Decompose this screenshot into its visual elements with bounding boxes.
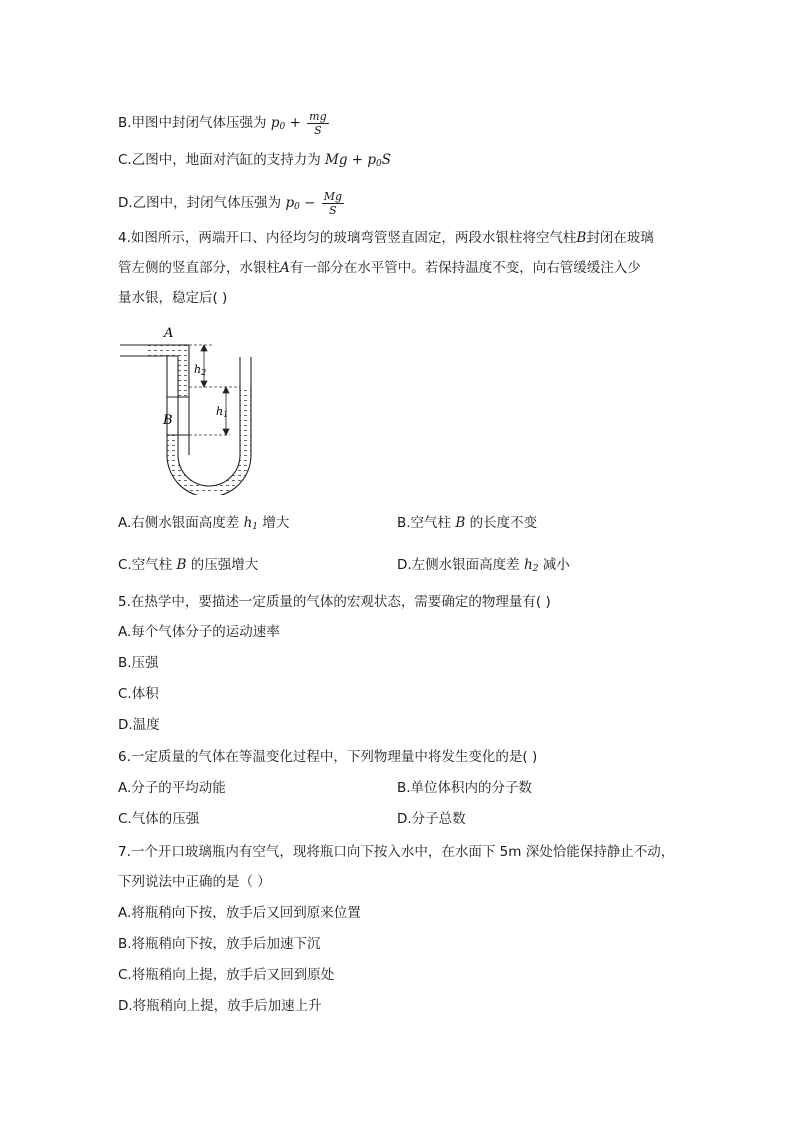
formula: $Mg + p_0S$ <box>325 152 392 169</box>
option-text: C.乙图中，地面对汽缸的支持力为 <box>118 152 321 168</box>
q3-option-b[interactable] <box>118 110 331 137</box>
q7-stem-line2: 下列说法中正确的是（ ） <box>118 874 271 890</box>
q4-option-b[interactable]: B.空气柱 B 的长度不变 <box>397 515 538 531</box>
q4-stem-line3: 量水银，稳定后( ) <box>118 290 228 306</box>
option-text: B.甲图中封闭气体压强为 <box>118 115 267 131</box>
label-b: B <box>163 413 173 428</box>
q7-option-c[interactable]: C.将瓶稍向上提，放手后又回到原处 <box>118 967 335 983</box>
q7-option-b[interactable]: B.将瓶稍向下按，放手后加速下沉 <box>118 936 321 952</box>
q4-stem-line1: 4.如图所示，两端开口、内径均匀的玻璃弯管竖直固定，两段水银柱将空气柱B封闭在玻璃 <box>118 230 654 246</box>
q7-stem-line1: 7.一个开口玻璃瓶内有空气，现将瓶口向下按入水中，在水面下 5m 深处恰能保持静止不动， <box>118 844 675 860</box>
q4-option-c[interactable]: C.空气柱 B 的压强增大 <box>118 557 259 573</box>
label-a: A <box>164 326 174 341</box>
q5-option-d[interactable]: D.温度 <box>118 717 160 733</box>
mercury-bottom <box>167 387 251 495</box>
formula: $p_0$ − $\frac{Mg}{S}$ <box>285 190 343 217</box>
q5-option-b[interactable]: B.压强 <box>118 655 159 671</box>
q3-option-c[interactable] <box>118 150 391 174</box>
q6-option-b[interactable]: B.单位体积内的分子数 <box>397 780 533 796</box>
q5-stem: 5.在热学中，要描述一定质量的气体的宏观状态，需要确定的物理量有( ) <box>118 594 551 610</box>
q6-option-c[interactable]: C.气体的压强 <box>118 811 200 827</box>
q4-option-a[interactable]: A.右侧水银面高度差 $h_1$ 增大 <box>118 515 290 532</box>
q7-option-d[interactable]: D.将瓶稍向上提，放手后加速上升 <box>118 998 322 1014</box>
label-h2: h2 <box>194 363 207 377</box>
u-tube-figure <box>118 323 278 495</box>
option-text: D.乙图中，封闭气体压强为 <box>118 195 282 211</box>
q7-option-a[interactable]: A.将瓶稍向下按，放手后又回到原来位置 <box>118 905 361 921</box>
q5-option-a[interactable]: A.每个气体分子的运动速率 <box>118 624 280 640</box>
label-h1: h1 <box>216 405 229 419</box>
q4-option-d[interactable]: D.左侧水银面高度差 $h_2$ 减小 <box>397 557 570 574</box>
q6-option-a[interactable]: A.分子的平均动能 <box>118 780 226 796</box>
formula: $p_0$ + $\frac{mg}{S}$ <box>270 110 327 137</box>
q6-option-d[interactable]: D.分子总数 <box>397 811 466 827</box>
q4-stem-line2: 管左侧的竖直部分，水银柱A有一部分在水平管中。若保持温度不变，向右管缓缓注入少 <box>118 260 641 276</box>
q6-stem: 6.一定质量的气体在等温变化过程中，下列物理量中将发生变化的是( ) <box>118 749 538 765</box>
q5-option-c[interactable]: C.体积 <box>118 686 159 702</box>
mercury-a-vertical <box>178 345 189 397</box>
q3-option-d[interactable] <box>118 190 346 217</box>
